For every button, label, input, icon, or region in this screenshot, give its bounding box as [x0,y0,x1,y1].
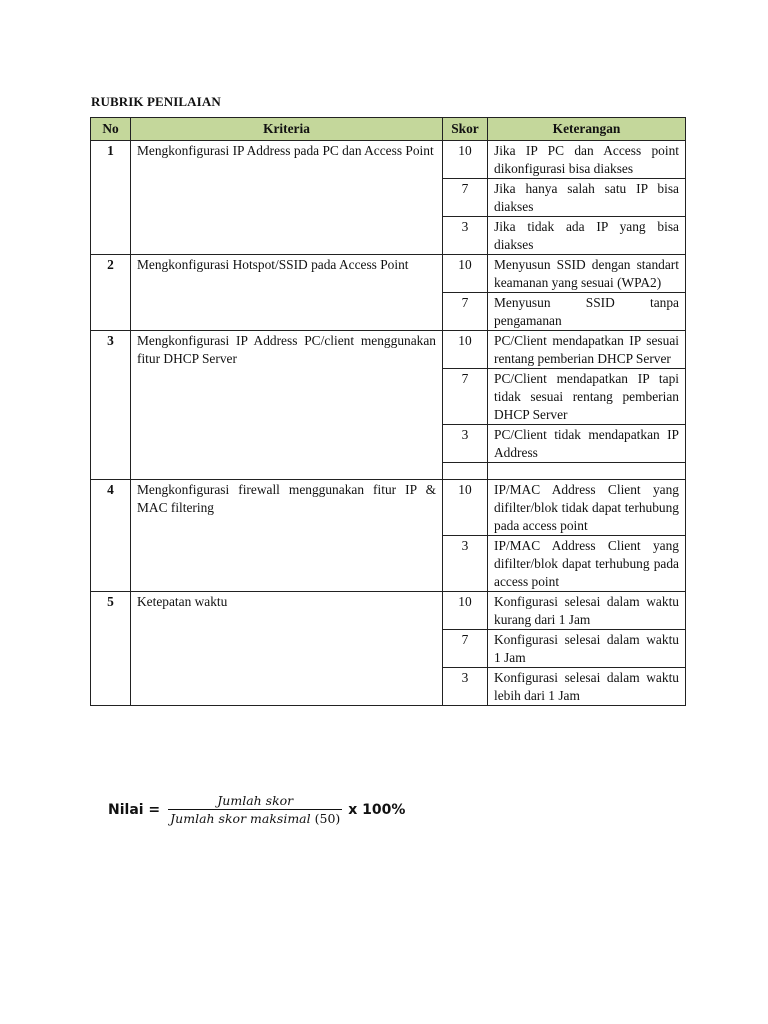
formula-fraction [168,793,342,826]
row-number: 5 [91,592,131,706]
table-row [91,592,686,630]
row-number: 4 [91,480,131,592]
table-row [91,331,686,369]
description-cell: Jika hanya salah satu IP bisa diakses [488,179,686,217]
table-row [91,255,686,293]
formula-label: Nilai = [108,801,161,818]
description-cell: IP/MAC Address Client yang difilter/blok dapat terhubung pada access point [488,536,686,592]
description-cell: Konfigurasi selesai dalam waktu kurang dari 1 Jam [488,592,686,630]
criteria-cell: Ketepatan waktu [131,592,443,706]
score-cell: 7 [443,630,488,668]
table-header [91,118,686,141]
score-cell: 7 [443,179,488,217]
table-body [91,141,686,706]
table-row [91,141,686,179]
score-cell: 3 [443,668,488,706]
score-cell: 7 [443,293,488,331]
formula-suffix: x 100% [348,801,406,818]
table-row [91,480,686,536]
score-cell: 10 [443,255,488,293]
score-cell: 10 [443,331,488,369]
score-cell: 10 [443,592,488,630]
header-keterangan: Keterangan [488,118,686,141]
row-number: 2 [91,255,131,331]
score-cell: 7 [443,369,488,425]
row-number: 1 [91,141,131,255]
row-number: 3 [91,331,131,480]
header-kriteria: Kriteria [131,118,443,141]
description-cell: Menyusun SSID dengan standart keamanan yang sesuai (WPA2) [488,255,686,293]
score-cell: 3 [443,217,488,255]
description-cell: Jika IP PC dan Access point dikonfigurasi bisa diakses [488,141,686,179]
description-cell: Jika tidak ada IP yang bisa diakses [488,217,686,255]
description-cell: PC/Client tidak mendapatkan IP Address [488,425,686,463]
description-cell: PC/Client mendapatkan IP sesuai rentang pemberian DHCP Server [488,331,686,369]
rubric-table [90,117,686,706]
score-cell: 10 [443,480,488,536]
description-cell: Konfigurasi selesai dalam waktu 1 Jam [488,630,686,668]
description-cell [488,463,686,480]
criteria-cell: Mengkonfigurasi IP Address pada PC dan Access Point [131,141,443,255]
score-cell: 3 [443,425,488,463]
description-cell: PC/Client mendapatkan IP tapi tidak sesuai rentang pemberian DHCP Server [488,369,686,425]
criteria-cell: Mengkonfigurasi IP Address PC/client menggunakan fitur DHCP Server [131,331,443,480]
score-cell [443,463,488,480]
formula-denominator [168,809,342,826]
description-cell: Menyusun SSID tanpa pengamanan [488,293,686,331]
formula-denominator-value: (50) [314,811,341,826]
score-cell: 10 [443,141,488,179]
description-cell: IP/MAC Address Client yang difilter/blok tidak dapat terhubung pada access point [488,480,686,536]
criteria-cell: Mengkonfigurasi Hotspot/SSID pada Access Point [131,255,443,331]
score-cell: 3 [443,536,488,592]
header-no: No [91,118,131,141]
page-title: RUBRIK PENILAIAN [91,94,221,109]
description-cell: Konfigurasi selesai dalam waktu lebih dari 1 Jam [488,668,686,706]
formula-denominator-text: Jumlah skor maksimal [170,811,311,826]
criteria-cell: Mengkonfigurasi firewall menggunakan fitur IP & MAC filtering [131,480,443,592]
score-formula [108,793,405,826]
formula-numerator: Jumlah skor [217,793,294,808]
header-skor: Skor [443,118,488,141]
